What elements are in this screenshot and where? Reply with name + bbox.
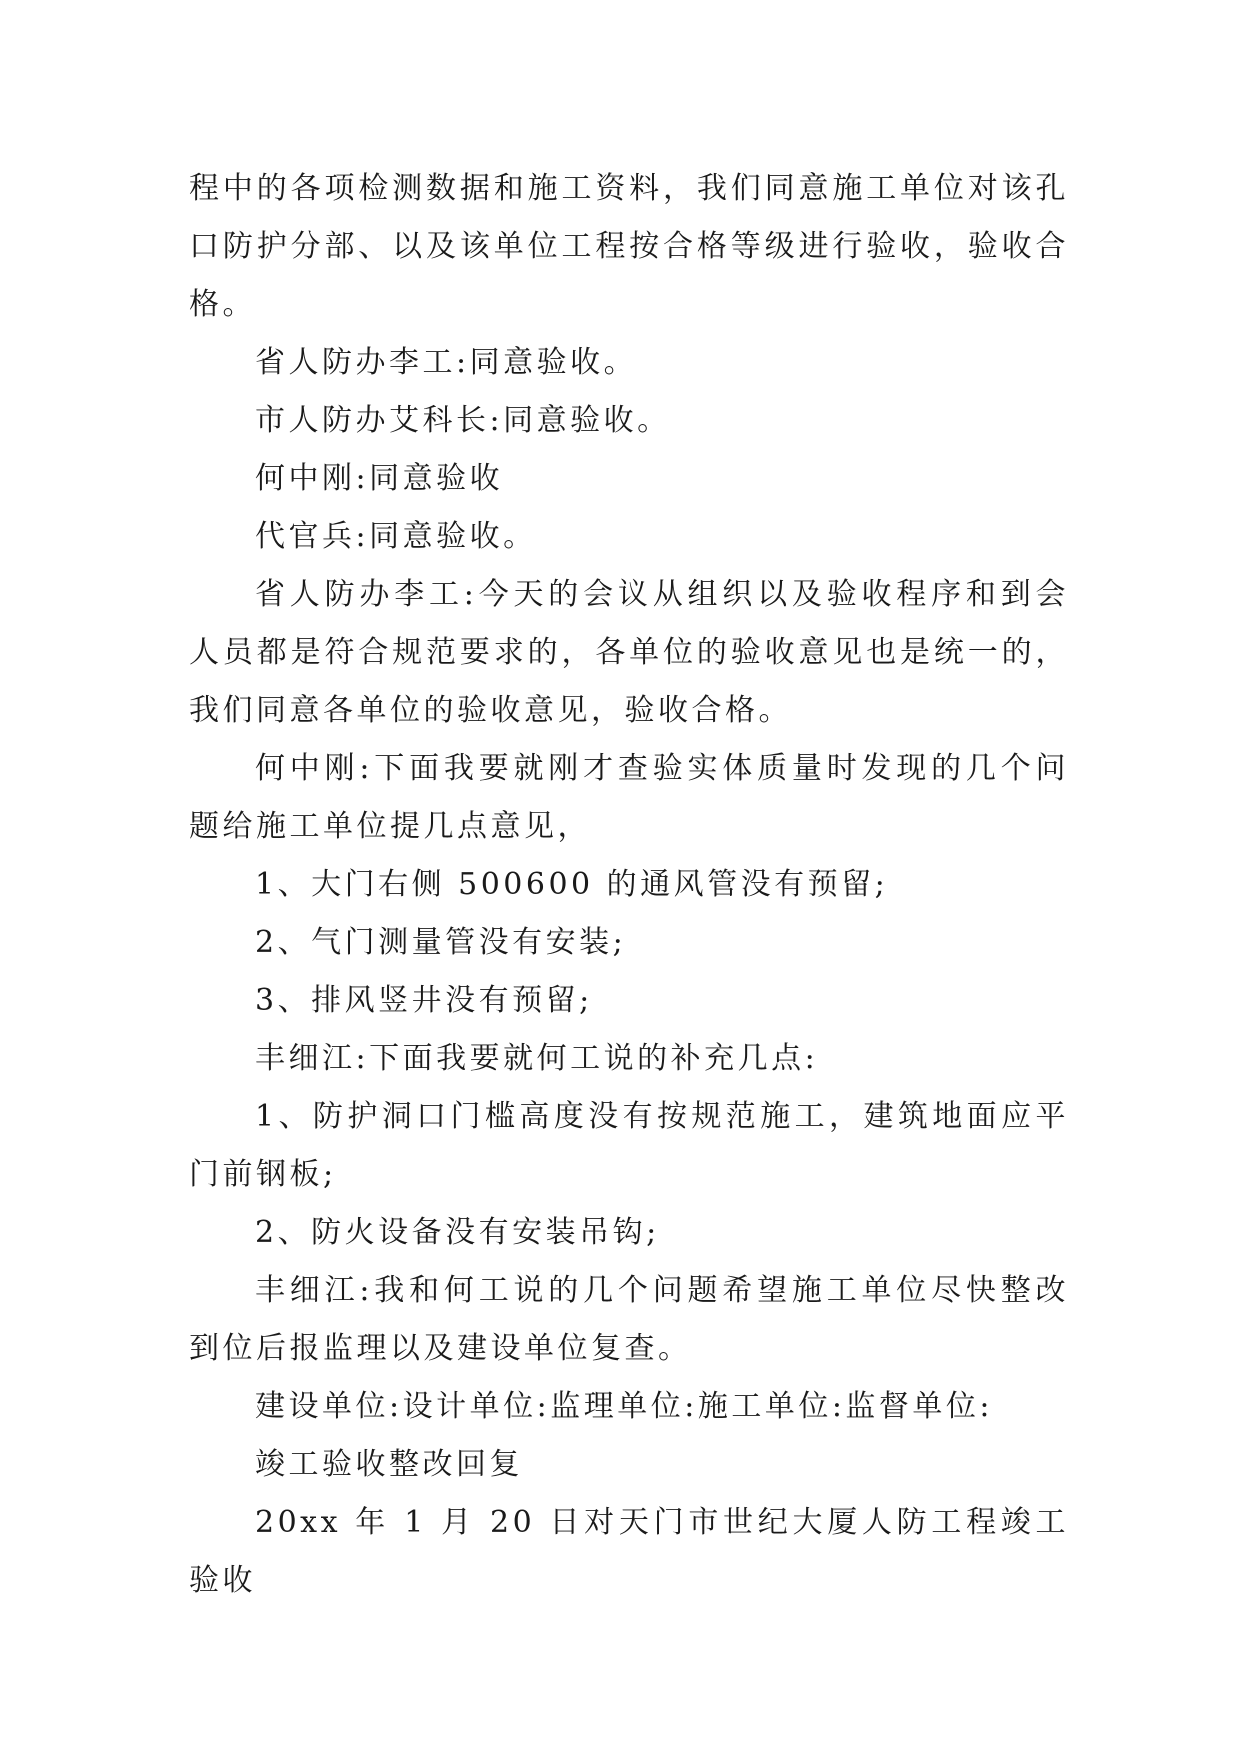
paragraph-reply-start: 20xx 年 1 月 20 日对天门市世纪大厦人防工程竣工验收: [189, 1505, 1069, 1598]
paragraph-dai-approval: 代官兵:同意验收。: [255, 519, 537, 554]
section-heading: 竣工验收整改回复: [255, 1447, 523, 1482]
paragraph-li-conclusion: 省人防办李工:今天的会议从组织以及验收程序和到会人员都是符合规范要求的，各单位的验收意见也是统一的，我们同意各单位的验收意见，验收合格。: [189, 577, 1069, 728]
document-body: [189, 160, 1069, 1610]
paragraph-ai-approval: 市人防办艾科长:同意验收。: [255, 403, 671, 438]
paragraph-feng-supplement-intro: 丰细江:下面我要就何工说的补充几点:: [255, 1041, 819, 1076]
paragraph-li-approval: 省人防办李工:同意验收。: [255, 345, 638, 380]
paragraph-feng-rectification: 丰细江:我和何工说的几个问题希望施工单位尽快整改到位后报监理以及建设单位复查。: [189, 1273, 1069, 1366]
paragraph-signature-units: 建设单位:设计单位:监理单位:施工单位:监督单位:: [255, 1389, 994, 1424]
list-item: 2、防火设备没有安装吊钩;: [255, 1215, 660, 1250]
list-item: 1、防护洞口门槛高度没有按规范施工，建筑地面应平门前钢板;: [189, 1099, 1069, 1192]
paragraph-he-approval: 何中刚:同意验收: [255, 461, 504, 496]
list-item: 3、排风竖井没有预留;: [255, 983, 593, 1018]
list-item: 2、气门测量管没有安装;: [255, 925, 627, 960]
paragraph-acceptance-summary: 程中的各项检测数据和施工资料，我们同意施工单位对该孔口防护分部、以及该单位工程按合格等级进行验收，验收合格。: [189, 171, 1069, 322]
list-item: 1、大门右侧 500600 的通风管没有预留;: [255, 867, 889, 902]
paragraph-he-opinion-intro: 何中刚:下面我要就刚才查验实体质量时发现的几个问题给施工单位提几点意见，: [189, 751, 1069, 844]
